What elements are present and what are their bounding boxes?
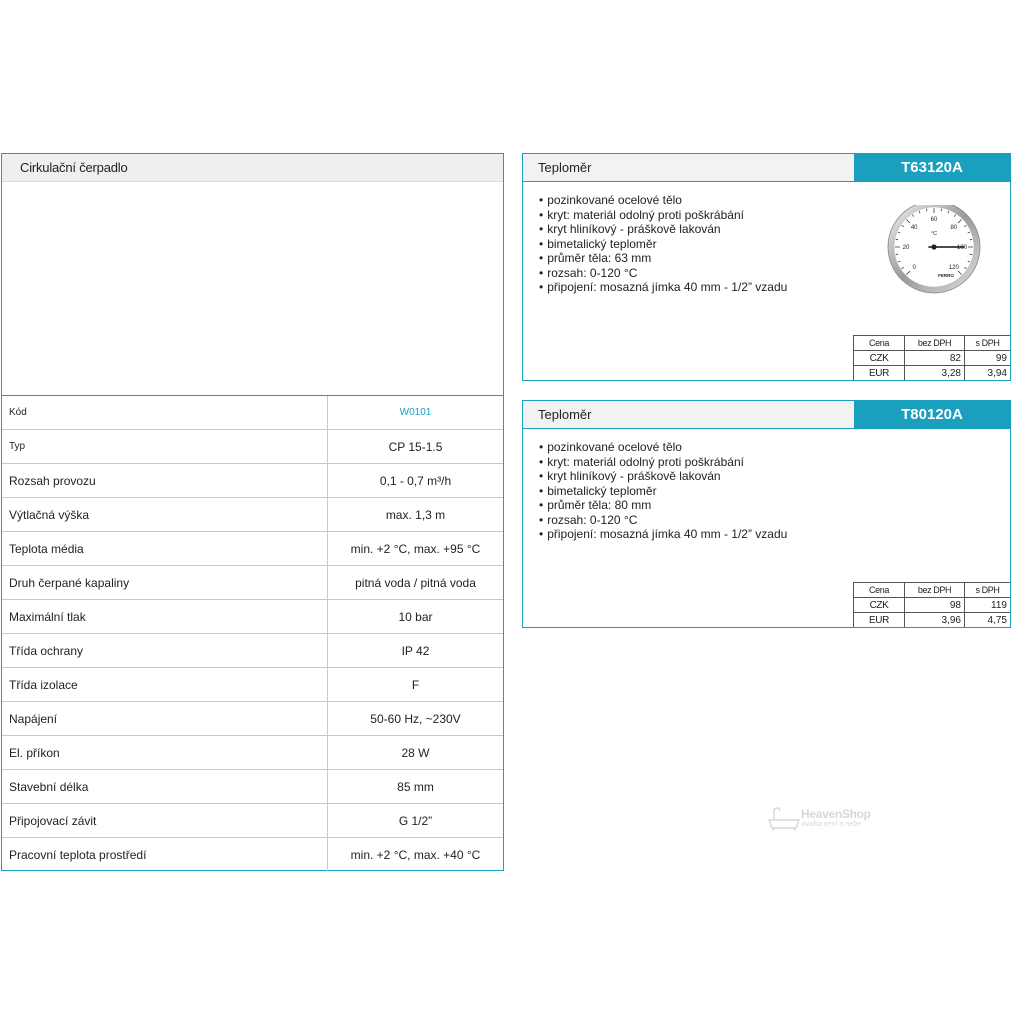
feature-item: • rozsah: 0-120 °C bbox=[539, 513, 787, 528]
price-gross: 119 bbox=[964, 598, 1010, 613]
pump-panel bbox=[1, 153, 504, 871]
feature-item: • kryt hliníkový - práškově lakován bbox=[539, 222, 787, 237]
product-name: Teploměr bbox=[538, 407, 592, 422]
spec-label: Rozsah provozu bbox=[2, 464, 328, 498]
product-name: Teploměr bbox=[538, 160, 592, 175]
feature-item: • kryt hliníkový - práškově lakován bbox=[539, 469, 787, 484]
price-header: s DPH bbox=[964, 583, 1010, 598]
heavenshop-watermark bbox=[768, 806, 878, 832]
price-header: Cena bbox=[854, 583, 905, 598]
spec-value: 10 bar bbox=[328, 600, 504, 634]
price-currency: CZK bbox=[854, 598, 905, 613]
gauge-tick-label: 60 bbox=[930, 217, 938, 223]
gauge-tick-label: 120 bbox=[948, 264, 959, 271]
pump-image-area bbox=[2, 182, 503, 396]
spec-label: Druh čerpané kapaliny bbox=[2, 566, 328, 600]
feature-item: • pozinkované ocelové tělo bbox=[539, 193, 787, 208]
price-table bbox=[853, 582, 1010, 627]
spec-row bbox=[2, 702, 503, 736]
price-gross: 99 bbox=[964, 351, 1010, 366]
feature-list bbox=[539, 193, 787, 295]
gauge-tick-label: 0 bbox=[912, 264, 916, 271]
price-header-row bbox=[854, 336, 1011, 351]
price-row bbox=[854, 613, 1011, 628]
gauge-hub bbox=[931, 244, 936, 249]
price-net: 3,28 bbox=[905, 366, 965, 381]
feature-item: • bimetalický teploměr bbox=[539, 484, 787, 499]
spec-row bbox=[2, 804, 503, 838]
spec-value: pitná voda / pitná voda bbox=[328, 566, 504, 600]
price-header: Cena bbox=[854, 336, 905, 351]
feature-item: • připojení: mosazná jímka 40 mm - 1/2” vzadu bbox=[539, 527, 787, 542]
spec-label: Připojovací závit bbox=[2, 804, 328, 838]
watermark-brand: HeavenShop bbox=[801, 807, 871, 821]
spec-label: Napájení bbox=[2, 702, 328, 736]
spec-value: 28 W bbox=[328, 736, 504, 770]
price-gross: 4,75 bbox=[964, 613, 1010, 628]
price-net: 3,96 bbox=[905, 613, 965, 628]
spec-value: max. 1,3 m bbox=[328, 498, 504, 532]
spec-row bbox=[2, 600, 503, 634]
pump-title: Cirkulační čerpadlo bbox=[2, 154, 503, 182]
feature-item: • kryt: materiál odolný proti poškrábání bbox=[539, 208, 787, 223]
spec-value: F bbox=[328, 668, 504, 702]
bathtub-logo-icon bbox=[768, 806, 800, 832]
feature-item: • pozinkované ocelové tělo bbox=[539, 440, 787, 455]
spec-label: Kód bbox=[2, 396, 328, 430]
spec-row bbox=[2, 736, 503, 770]
spec-label: Třída ochrany bbox=[2, 634, 328, 668]
price-table bbox=[853, 335, 1010, 380]
thermometer-gauge-image bbox=[886, 205, 986, 295]
feature-item: • rozsah: 0-120 °C bbox=[539, 266, 787, 281]
watermark-tagline: kvalita není o nebe bbox=[802, 821, 861, 828]
spec-row bbox=[2, 566, 503, 600]
gauge-tick-label: 20 bbox=[902, 245, 910, 251]
product-header bbox=[523, 401, 1010, 429]
spec-row bbox=[2, 634, 503, 668]
product-card-t63120a bbox=[522, 153, 1011, 381]
feature-list bbox=[539, 440, 787, 542]
price-header: bez DPH bbox=[905, 336, 965, 351]
gauge-unit: °C bbox=[930, 231, 938, 237]
spec-row bbox=[2, 396, 503, 430]
spec-label: Výtlačná výška bbox=[2, 498, 328, 532]
price-header-row bbox=[854, 583, 1011, 598]
price-gross: 3,94 bbox=[964, 366, 1010, 381]
spec-label: Třída izolace bbox=[2, 668, 328, 702]
feature-item: • připojení: mosazná jímka 40 mm - 1/2” vzadu bbox=[539, 280, 787, 295]
price-header: s DPH bbox=[964, 336, 1010, 351]
feature-item: • bimetalický teploměr bbox=[539, 237, 787, 252]
spec-value: min. +2 °C, max. +40 °C bbox=[350, 847, 481, 862]
gauge-tick-label: 100 bbox=[956, 245, 968, 251]
spec-value: 0,1 - 0,7 m³/h bbox=[328, 464, 504, 498]
spec-row bbox=[2, 770, 503, 804]
spec-value: min. +2 °C, max. +95 °C bbox=[328, 532, 504, 566]
spec-label: Maximální tlak bbox=[2, 600, 328, 634]
feature-item: • průměr těla: 80 mm bbox=[539, 498, 787, 513]
price-currency: CZK bbox=[854, 351, 905, 366]
spec-row bbox=[2, 464, 503, 498]
feature-item: • průměr těla: 63 mm bbox=[539, 251, 787, 266]
gauge-tick-label: 40 bbox=[910, 225, 918, 232]
price-currency: EUR bbox=[854, 613, 905, 628]
price-row bbox=[854, 366, 1011, 381]
spec-row bbox=[2, 498, 503, 532]
product-code[interactable]: T63120A bbox=[854, 154, 1010, 181]
spec-value: 50-60 Hz, ~230V bbox=[328, 702, 504, 736]
spec-row bbox=[2, 838, 503, 872]
product-header bbox=[523, 154, 1010, 182]
price-currency: EUR bbox=[854, 366, 905, 381]
spec-label: Typ bbox=[2, 430, 328, 464]
spec-row bbox=[2, 430, 503, 464]
spec-value: CP 15-1.5 bbox=[328, 430, 504, 464]
spec-label: Stavební délka bbox=[2, 770, 328, 804]
spec-label: El. příkon bbox=[2, 736, 328, 770]
spec-value: 85 mm bbox=[328, 770, 504, 804]
product-card-t80120a bbox=[522, 400, 1011, 628]
pump-spec-table bbox=[2, 396, 503, 871]
spec-label: Teplota média bbox=[2, 532, 328, 566]
price-header: bez DPH bbox=[905, 583, 965, 598]
price-net: 82 bbox=[905, 351, 965, 366]
spec-label: Pracovní teplota prostředí bbox=[2, 838, 328, 872]
spec-value: IP 42 bbox=[328, 634, 504, 668]
price-row bbox=[854, 351, 1011, 366]
gauge-tick-label: 80 bbox=[950, 225, 958, 232]
spec-row bbox=[2, 668, 503, 702]
product-code[interactable]: T80120A bbox=[854, 401, 1010, 428]
spec-value: G 1/2” bbox=[328, 804, 504, 838]
gauge-brand: FERRO bbox=[938, 273, 954, 278]
spec-value-code[interactable]: W0101 bbox=[328, 396, 504, 430]
price-net: 98 bbox=[905, 598, 965, 613]
feature-item: • kryt: materiál odolný proti poškrábání bbox=[539, 455, 787, 470]
price-row bbox=[854, 598, 1011, 613]
spec-row bbox=[2, 532, 503, 566]
